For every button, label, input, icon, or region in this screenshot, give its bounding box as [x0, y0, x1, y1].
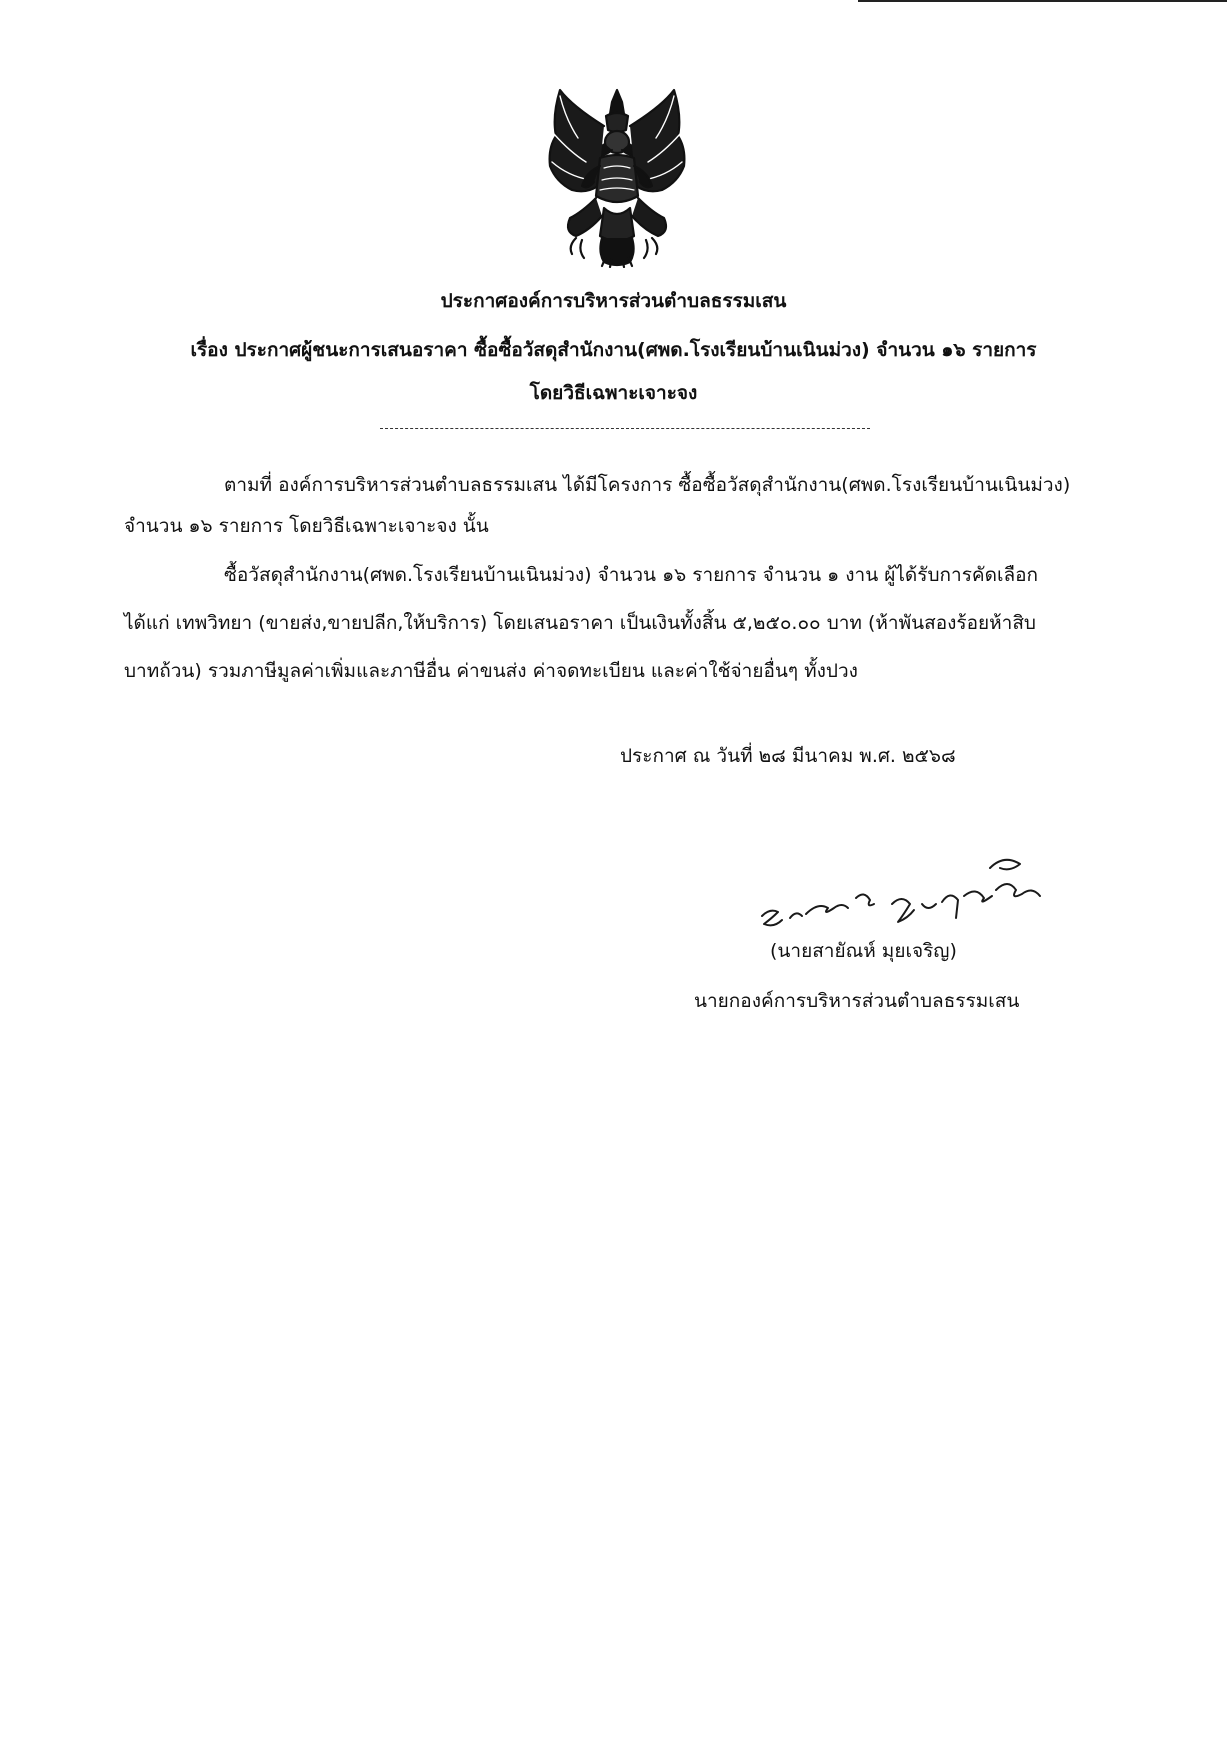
handwritten-signature: [752, 838, 1062, 938]
body-paragraph-1-line-2: จำนวน ๑๖ รายการ โดยวิธีเฉพาะเจาะจง นั้น: [124, 515, 489, 537]
body-paragraph-2-line-2: ได้แก่ เทพวิทยา (ขายส่ง,ขายปลีก,ให้บริการ) โดยเสนอราคา เป็นเงินทั้งสิ้น ๕,๒๕๐.๐๐ บาท (ห้าพันสองร้อยห้าสิบ: [124, 612, 1036, 634]
signatory-name: (นายสายัณห์ มุยเจริญ): [770, 940, 957, 962]
body-paragraph-2-line-1: ซื้อวัสดุสำนักงาน(ศพด.โรงเรียนบ้านเนินม่วง) จำนวน ๑๖ รายการ จำนวน ๑ งาน ผู้ได้รับการคัดเลือก: [224, 564, 1039, 586]
announcement-date: ประกาศ ณ วันที่ ๒๘ มีนาคม พ.ศ. ๒๕๖๘: [620, 745, 956, 767]
body-paragraph-2-line-3: บาทถ้วน) รวมภาษีมูลค่าเพิ่มและภาษีอื่น ค่าขนส่ง ค่าจดทะเบียน และค่าใช้จ่ายอื่นๆ ทั้งปวง: [124, 660, 858, 682]
signatory-position: นายกองค์การบริหารส่วนตำบลธรรมเสน: [694, 990, 1020, 1012]
top-edge-line: [858, 0, 1227, 2]
garuda-emblem-icon: [542, 86, 692, 268]
procurement-method: โดยวิธีเฉพาะเจาะจง: [529, 382, 698, 404]
body-paragraph-1-line-1: ตามที่ องค์การบริหารส่วนตำบลธรรมเสน ได้มีโครงการ ซื้อซื้อวัสดุสำนักงาน(ศพด.โรงเรียนบ้านเนินม่วง): [224, 474, 1071, 496]
announcement-subject: เรื่อง ประกาศผู้ชนะการเสนอราคา ซื้อซื้อวัสดุสำนักงาน(ศพด.โรงเรียนบ้านเนินม่วง) จำนวน ๑๖ รายการ: [190, 339, 1037, 361]
separator-line: [380, 428, 870, 429]
announcement-title: ประกาศองค์การบริหารส่วนตำบลธรรมเสน: [440, 290, 787, 312]
